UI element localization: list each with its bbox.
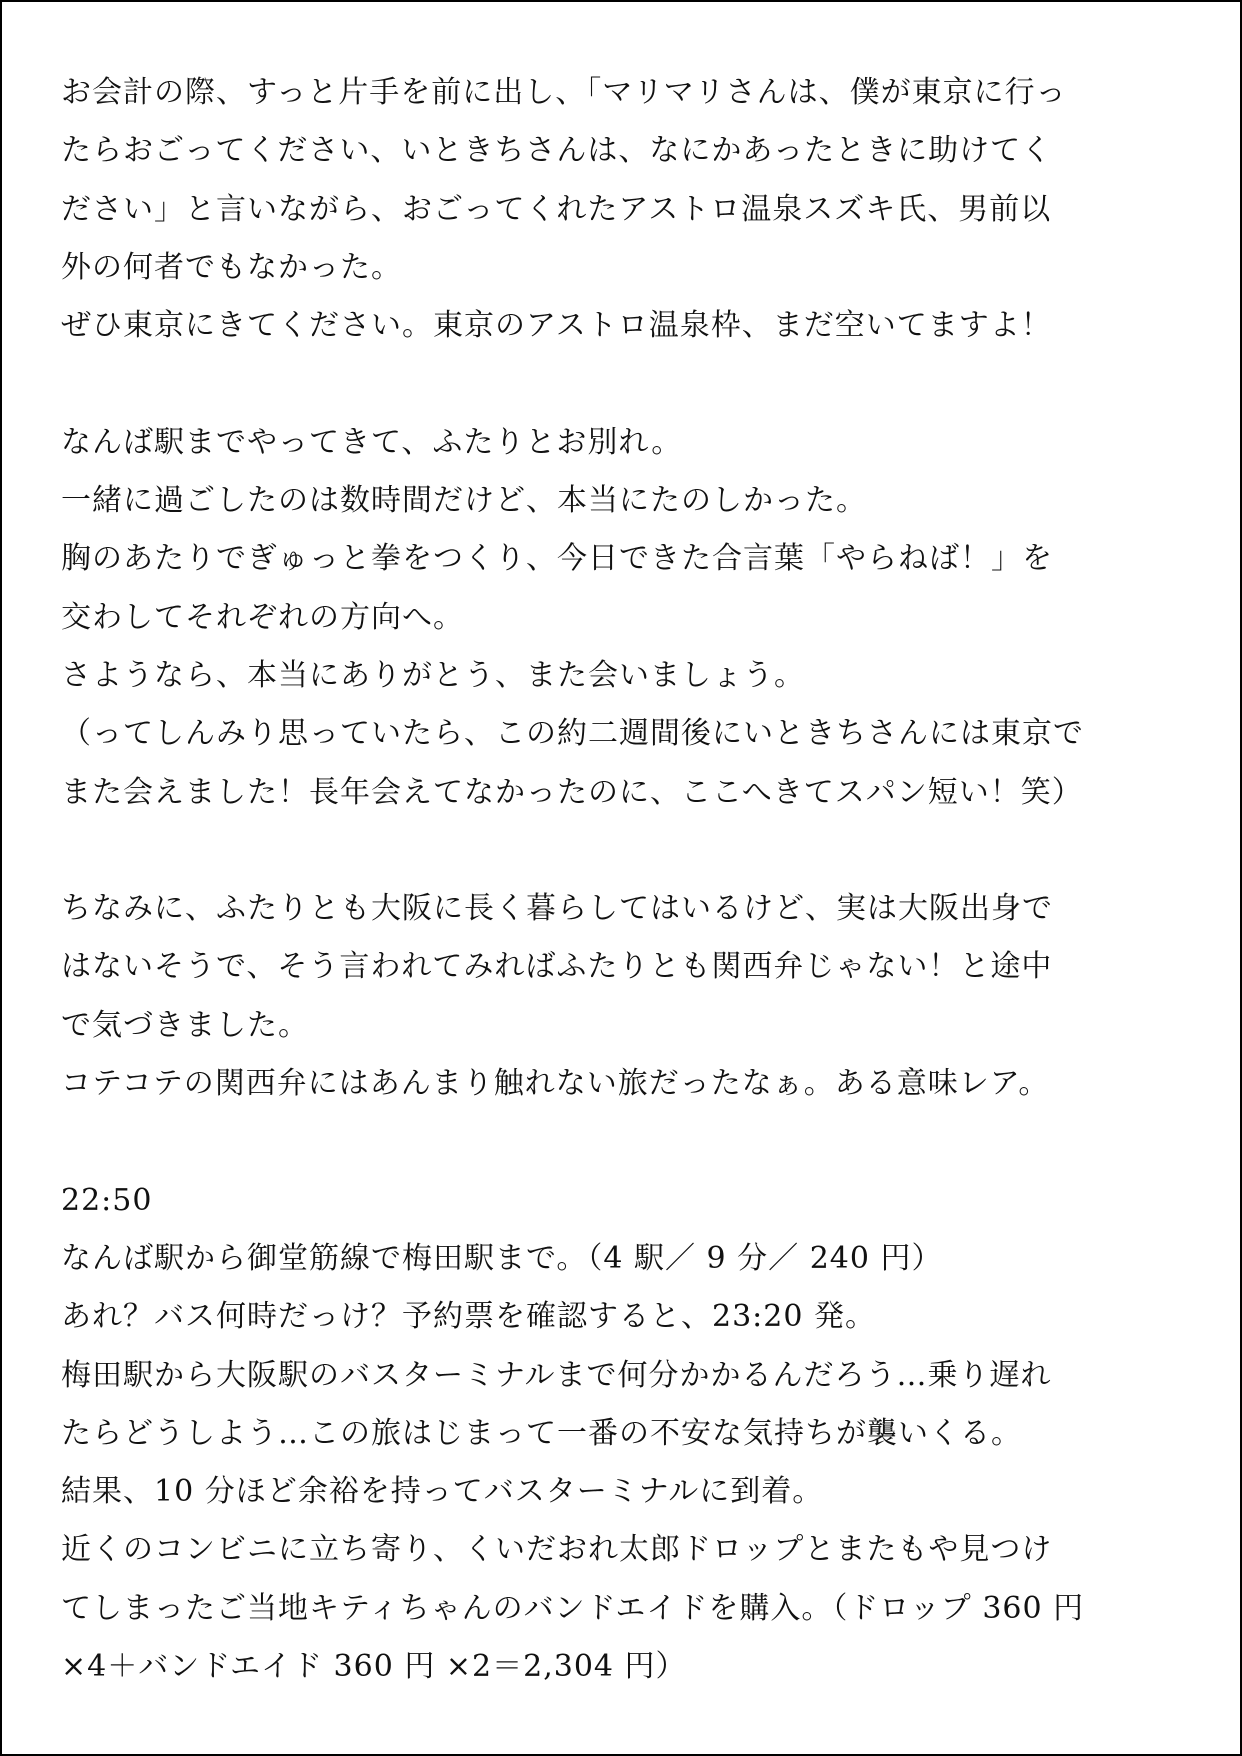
text-line: ×4＋バンドエイド 360 円 ×2＝2,304 円） xyxy=(61,1649,687,1685)
paragraph-spacer xyxy=(61,355,1191,413)
text-line: お会計の際、すっと片手を前に出し、「マリマリさんは、僕が東京に行っ xyxy=(61,75,1067,110)
text-line: 梅田駅から大阪駅のバスターミナルまで何分かかるんだろう…乗り遅れ xyxy=(61,1357,1052,1393)
text-line: てしまったご当地キティちゃんのバンドエイドを購入。（ドロップ 360 円 xyxy=(61,1590,1085,1626)
text-line: 近くのコンビニに立ち寄り、くいだおれ太郎ドロップとまたもや見つけ xyxy=(61,1532,1053,1568)
timestamp-line: 22:50 xyxy=(61,1182,153,1218)
text-line: あれ？バス何時だっけ？予約票を確認すると、23:20 発。 xyxy=(61,1299,876,1335)
text-line: ださい」と言いながら、おごってくれたアストロ温泉スズキ氏、男前以 xyxy=(61,191,1052,227)
text-line: たらおごってください、いときちさんは、なにかあったときに助けてく xyxy=(61,133,1053,169)
text-line: ちなみに、ふたりとも大阪に長く暮らしてはいるけど、実は大阪出身で xyxy=(61,891,1053,927)
paragraph-2 xyxy=(61,414,1191,822)
paragraph-3 xyxy=(61,880,1191,1113)
text-line: 胸のあたりでぎゅっと拳をつくり、今日できた合言葉「やらねば！」を xyxy=(61,541,1053,577)
text-line: はないそうで、そう言われてみればふたりとも関西弁じゃない！と途中 xyxy=(61,949,1053,985)
text-line: コテコテの関西弁にはあんまり触れない旅だったなぁ。ある意味レア。 xyxy=(61,1066,1050,1102)
text-line: ぜひ東京にきてください。東京のアストロ温泉枠、まだ空いてますよ！ xyxy=(61,308,1052,344)
paragraph-spacer xyxy=(61,1113,1191,1171)
text-line: なんば駅から御堂筋線で梅田駅まで。（4 駅／ 9 分／ 240 円） xyxy=(61,1240,943,1276)
text-line: さようなら、本当にありがとう、また会いましょう。 xyxy=(61,657,805,693)
text-line: たらどうしよう…この旅はじまって一番の不安な気持ちが襲いくる。 xyxy=(61,1415,1022,1451)
paragraph-1 xyxy=(61,64,1191,355)
text-line: 外の何者でもなかった。 xyxy=(61,249,402,285)
document-body xyxy=(61,64,1191,1696)
text-line: （ってしんみり思っていたら、この約二週間後にいときちさんには東京で xyxy=(61,716,1084,752)
text-line: 結果、10 分ほど余裕を持ってバスターミナルに到着。 xyxy=(61,1474,824,1510)
paragraph-4 xyxy=(61,1172,1191,1697)
text-line: 一緒に過ごしたのは数時間だけど、本当にたのしかった。 xyxy=(61,483,867,519)
text-line: また会えました！長年会えてなかったのに、ここへきてスパン短い！笑） xyxy=(61,774,1083,810)
text-line: 交わしてそれぞれの方向へ。 xyxy=(61,599,464,635)
text-line: なんば駅までやってきて、ふたりとお別れ。 xyxy=(61,424,683,460)
paragraph-spacer xyxy=(61,822,1191,880)
text-line: で気づきました。 xyxy=(61,1007,309,1043)
